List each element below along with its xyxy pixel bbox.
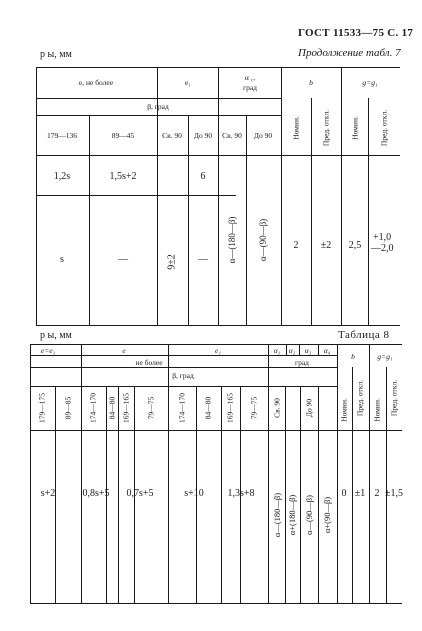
table8-b-nominal: Номин. <box>339 398 349 422</box>
table8-g-deviation-value: ±1,5 <box>385 488 403 499</box>
table8-g-nominal: Номин. <box>372 398 382 422</box>
table8-alpha2-value: α+(180—β) <box>287 494 297 536</box>
table7-header-g: g=g₁ <box>362 78 378 87</box>
table8-b-deviation: Пред. откл. <box>355 379 365 417</box>
table8-sub-0: 179—175 <box>37 393 47 423</box>
table7-row2-e-89: — <box>118 254 128 265</box>
table8-e1-174-value: s+10 <box>184 488 204 499</box>
table8-header-e1: e₁ <box>215 346 221 355</box>
table7-sub-1: 89—45 <box>111 131 135 140</box>
table7-row1-e-179: 1,2s <box>53 171 71 182</box>
table8-sub-3: 84—80 <box>107 396 117 420</box>
table8-e1-169-value: 1,3s+8 <box>227 488 255 499</box>
page-reference: ГОСТ 11533—75 С. 17 <box>298 27 414 39</box>
table7-g-deviation-plus: +1,0 <box>373 232 392 243</box>
table8-header-beta: β, град <box>172 371 194 380</box>
table8-g-nominal-value: 2 <box>374 488 380 499</box>
table7-b-nominal: Номин. <box>291 116 301 140</box>
table8-g-deviation: Пред. откл. <box>389 379 399 417</box>
table8-title: Таблица 8 <box>338 329 390 341</box>
table8-header-a4: α₄ <box>323 346 331 355</box>
table7-header-grad: град <box>243 83 257 92</box>
table7-alpha-sv90: α—(180—β) <box>227 216 237 264</box>
table7-row2-e-179: s <box>60 254 64 265</box>
table8-e-e1-value: s+2 <box>40 488 56 499</box>
table8-alpha1-value: α—(180—β) <box>272 492 282 538</box>
table8-header-a3: α₃ <box>304 346 312 355</box>
table7-left-caption: р ы, мм <box>40 49 72 60</box>
table8-header-e: e <box>122 346 126 355</box>
table7-sub-5: До 90 <box>253 131 273 140</box>
table8-sub-8: 169—165 <box>225 393 235 423</box>
table8-sub-1: 89—85 <box>63 396 73 420</box>
table8-b-nominal-value: 0 <box>341 488 347 499</box>
table8-e-89-value: 0,8s+5 <box>82 488 110 499</box>
table8-left-caption: р ы, мм <box>40 330 72 341</box>
table7-b-deviation-value: ±2 <box>320 240 332 251</box>
table8-sub-2: 174—170 <box>88 393 98 423</box>
table8-header-a2: α₂ <box>288 346 296 355</box>
table8-header-ne-bolee: не более <box>135 358 163 367</box>
table8-header-b: b <box>351 352 355 361</box>
table7-e1-value: 9±2 <box>166 254 178 270</box>
table7-alpha-do90: α—(90—β) <box>258 218 268 262</box>
table7-sub-2: Св. 90 <box>162 131 182 140</box>
table7-header-e1: e₁ <box>185 78 191 87</box>
table7-header-e: e, не более <box>78 78 114 87</box>
table7-sub-0: 179—136 <box>47 131 77 140</box>
table8-sub-6: 174—170 <box>177 393 187 423</box>
table7-b-nominal-value: 2 <box>293 240 299 251</box>
table7-g-nominal: Номин. <box>350 116 360 140</box>
table8-sub-5: 79—75 <box>146 396 156 420</box>
table8-sub-10: Св. 90 <box>272 398 282 418</box>
table7-g-deviation-minus: —2,0 <box>371 243 394 254</box>
table8-sub-4: 169—165 <box>121 393 131 423</box>
table8-header-grad: град <box>295 358 309 367</box>
table7-g-nominal-value: 2,5 <box>348 240 362 251</box>
table7-row1-e1-do90: 6 <box>200 171 206 182</box>
table8-header-g: g=g₁ <box>377 352 393 361</box>
table7-continuation-caption: Продолжение табл. 7 <box>298 47 401 59</box>
table7-b-deviation: Пред. откл. <box>321 109 331 147</box>
table8-sub-9: 79—75 <box>249 396 259 420</box>
table8-e-84-value: 0,7s+5 <box>126 488 154 499</box>
table8-sub-11: До 90 <box>304 398 314 418</box>
table7-g-deviation: Пред. откл. <box>379 109 389 147</box>
table8-alpha3-value: α—(90—β) <box>304 495 314 535</box>
table8-b-deviation-value: ±1 <box>354 488 366 499</box>
table7-header-alpha: α ₁, <box>244 73 256 82</box>
table8-header-e-e1: e=e₁ <box>40 346 56 355</box>
table7-sub-4: Св. 90 <box>222 131 242 140</box>
table7-row1-e-89: 1,5s+2 <box>109 171 137 182</box>
table8-alpha4-value: α+(90—β) <box>322 496 332 534</box>
table7-sub-3: До 90 <box>193 131 213 140</box>
table7-header-b: b <box>309 78 313 87</box>
table7-row2-e1-do90: — <box>198 254 208 265</box>
table7-header-beta: β, град <box>147 102 169 111</box>
table8-sub-7: 84—80 <box>203 396 213 420</box>
table8-header-a1: α₁ <box>273 346 281 355</box>
